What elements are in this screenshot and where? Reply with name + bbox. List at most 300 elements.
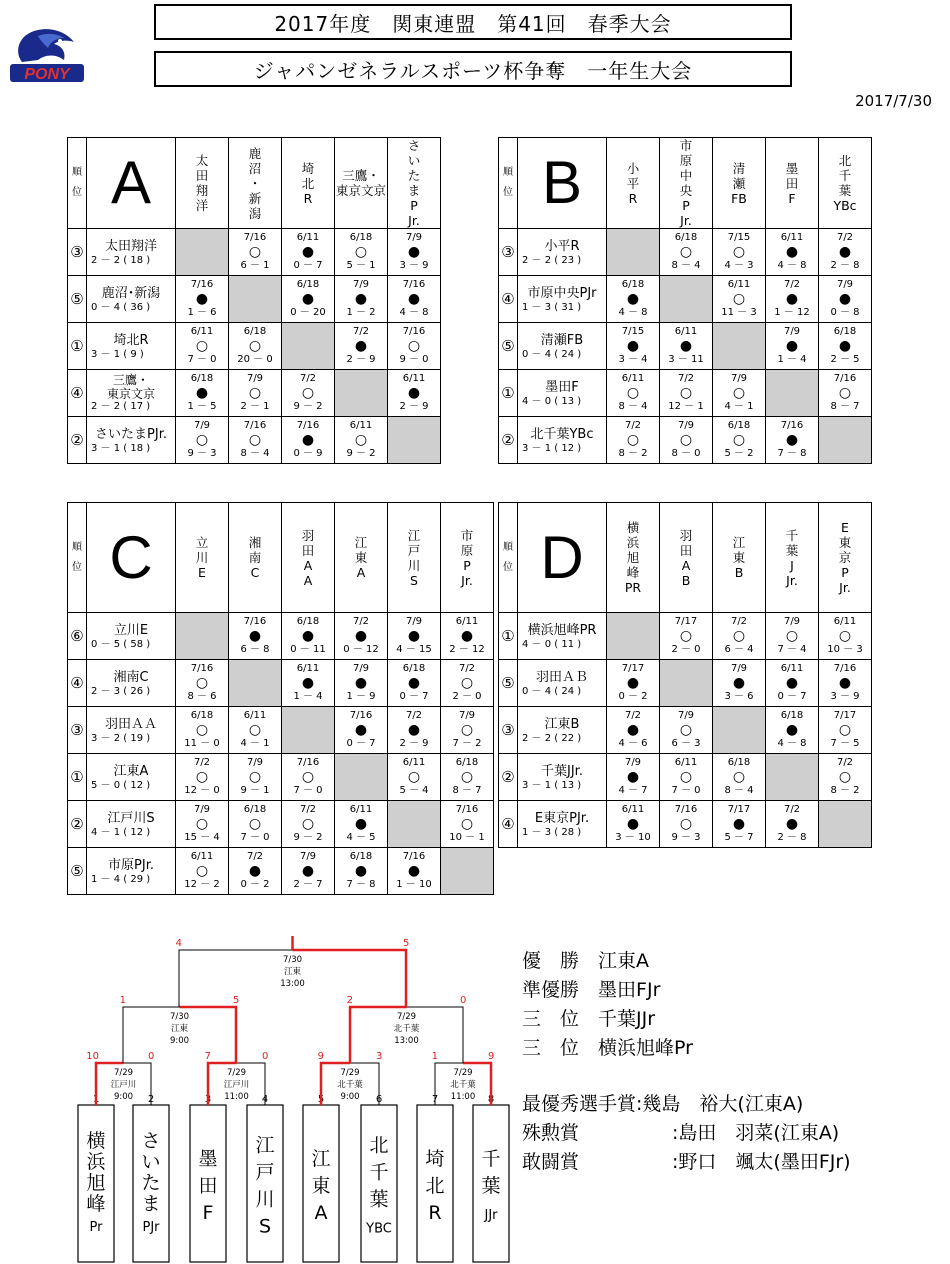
match-score: 2 － 9 xyxy=(346,354,376,365)
table-row xyxy=(68,417,441,464)
match-cell xyxy=(282,613,335,660)
team-cell xyxy=(87,848,176,895)
match-score: 8 － 6 xyxy=(187,691,217,702)
match-result-mark: ○ xyxy=(460,722,474,738)
team-cell xyxy=(87,229,176,276)
pony-logo xyxy=(4,22,90,88)
match-cell xyxy=(176,323,229,370)
match-date: 7/2 xyxy=(352,326,370,337)
match-date: 7/16 xyxy=(780,420,804,431)
match-score: 2 － 0 xyxy=(452,691,482,702)
team-column-header: 太 田 翔 洋 xyxy=(176,138,229,229)
match-result-mark: ○ xyxy=(195,675,209,691)
match-score: 4 － 8 xyxy=(618,307,648,318)
rank-value: ① xyxy=(68,754,87,801)
match-date: 6/18 xyxy=(674,232,698,243)
match-score: 4 － 5 xyxy=(346,832,376,843)
bracket-team-name: 北 xyxy=(425,1175,445,1197)
match-score: 2 － 7 xyxy=(293,879,323,890)
match-result-mark: ○ xyxy=(195,338,209,354)
match-result-mark: ● xyxy=(407,863,421,879)
team-cell xyxy=(87,370,176,417)
match-score: 5 － 4 xyxy=(399,785,429,796)
team-cell xyxy=(518,370,607,417)
award-label: 敢闘賞 xyxy=(522,1151,580,1173)
match-date: 7/9 xyxy=(352,279,370,290)
match-date: 7/9 xyxy=(405,232,423,243)
match-cell xyxy=(766,707,819,754)
team-column-header: 横 浜 旭 峰 PR xyxy=(607,503,660,613)
team-column-header: 市 原 P Jr. xyxy=(441,503,494,613)
match-score: 7 － 4 xyxy=(777,644,807,655)
match-date: 7/15 xyxy=(621,326,645,337)
match-date: 7/16 xyxy=(296,757,320,768)
bracket-seed: 3 xyxy=(204,1094,212,1105)
bracket-team-name: PJr xyxy=(142,1220,160,1235)
rank-value: ③ xyxy=(68,707,87,754)
match-score: 4 － 8 xyxy=(777,260,807,271)
award-value: :野口 颯太(墨田FJr) xyxy=(672,1151,851,1173)
match-result-mark: ○ xyxy=(195,816,209,832)
bracket-team-name: 田 xyxy=(198,1175,218,1197)
team-name: 小平R xyxy=(544,238,580,254)
match-date: 7/9 xyxy=(405,616,423,627)
team-cell xyxy=(87,801,176,848)
bracket-seed: 7 xyxy=(431,1094,439,1105)
self-match-cell xyxy=(819,801,872,848)
match-score: 9 － 2 xyxy=(293,832,323,843)
match-score: 7 － 2 xyxy=(452,738,482,749)
match-cell xyxy=(766,417,819,464)
match-score: 4 － 6 xyxy=(618,738,648,749)
match-date: 7/2 xyxy=(299,373,317,384)
match-result-mark: ○ xyxy=(248,338,262,354)
match-cell xyxy=(660,417,713,464)
match-result-mark: ○ xyxy=(838,385,852,401)
match-date: 6/18 xyxy=(455,757,479,768)
match-result-mark: ○ xyxy=(460,769,474,785)
match-result-mark: ○ xyxy=(460,816,474,832)
team-column-header: 小 平 R xyxy=(607,138,660,229)
match-cell xyxy=(819,323,872,370)
table-row xyxy=(68,754,494,801)
match-cell xyxy=(660,323,713,370)
match-date: 7/16 xyxy=(674,804,698,815)
match-date: 7/2 xyxy=(624,420,642,431)
match-date: 7/2 xyxy=(299,804,317,815)
team-cell xyxy=(87,707,176,754)
match-cell xyxy=(335,229,388,276)
match-cell xyxy=(819,707,872,754)
rank-value: ② xyxy=(68,417,87,464)
match-date: 7/9 xyxy=(783,616,801,627)
match-score: 4 － 7 xyxy=(618,785,648,796)
rank-value: ⑤ xyxy=(68,276,87,323)
team-column-header: 三鷹・ 東京文京 xyxy=(335,138,388,229)
match-cell xyxy=(335,417,388,464)
match-score: 7 － 0 xyxy=(240,832,270,843)
match-result-mark: ○ xyxy=(732,244,746,260)
match-date: 7/16 xyxy=(402,851,426,862)
match-date: 6/11 xyxy=(243,710,267,721)
bracket-seed: 8 xyxy=(487,1094,495,1105)
match-cell xyxy=(335,323,388,370)
match-score: 2 － 8 xyxy=(777,832,807,843)
match-result-mark: ● xyxy=(195,291,209,307)
match-date: 7/2 xyxy=(458,663,476,674)
bracket-seed: 2 xyxy=(147,1094,155,1105)
team-name: 三鷹・ 東京文京 xyxy=(106,373,155,401)
team-name: 江東A xyxy=(113,763,149,779)
rank-value: ⑥ xyxy=(68,613,87,660)
match-cell xyxy=(282,417,335,464)
match-result-mark: ● xyxy=(626,816,640,832)
match-result-mark: ○ xyxy=(248,432,262,448)
match-date: 7/2 xyxy=(193,757,211,768)
team-column-header: 埼 北 R xyxy=(282,138,335,229)
match-cell xyxy=(607,801,660,848)
bracket-team-name: 東 xyxy=(311,1175,331,1197)
match-date: 6/18 xyxy=(349,232,373,243)
team-column-header: 清 瀬 FB xyxy=(713,138,766,229)
team-cell xyxy=(518,229,607,276)
final-results xyxy=(522,947,693,1063)
match-score: 7 － 0 xyxy=(293,785,323,796)
match-cell xyxy=(176,707,229,754)
rank-value: ③ xyxy=(68,229,87,276)
team-cell xyxy=(518,801,607,848)
match-result-mark: ○ xyxy=(460,675,474,691)
match-score: 4 － 1 xyxy=(724,401,754,412)
self-match-cell xyxy=(660,276,713,323)
team-column-header: E 東 京 P Jr. xyxy=(819,503,872,613)
match-date: 7/17 xyxy=(833,710,857,721)
match-cell xyxy=(441,754,494,801)
self-match-cell xyxy=(229,660,282,707)
bracket-team-name: R xyxy=(428,1202,442,1224)
result-team: 千葉JJr xyxy=(598,1008,656,1030)
match-date: 6/11 xyxy=(349,420,373,431)
match-date: 6/11 xyxy=(402,373,426,384)
team-cell xyxy=(518,707,607,754)
match-cell xyxy=(229,754,282,801)
match-cell xyxy=(713,613,766,660)
league-table-c xyxy=(67,502,494,895)
result-third-1 xyxy=(522,1005,693,1034)
match-score: 15 － 4 xyxy=(184,832,220,843)
self-match-cell xyxy=(766,754,819,801)
team-column-header: 墨 田 F xyxy=(766,138,819,229)
bracket-score: 10 xyxy=(86,1051,99,1062)
bracket-match-info: 北千葉 xyxy=(337,1080,363,1090)
rank-value: ① xyxy=(499,613,518,660)
match-score: 9 － 3 xyxy=(187,448,217,459)
match-cell xyxy=(176,370,229,417)
match-cell xyxy=(229,707,282,754)
team-cell xyxy=(518,660,607,707)
bracket-match-info: 9:00 xyxy=(169,1036,190,1046)
match-date: 6/11 xyxy=(349,804,373,815)
match-date: 7/16 xyxy=(190,279,214,290)
match-date: 6/11 xyxy=(455,616,479,627)
team-record: 3 － 1 ( 12 ) xyxy=(522,442,582,454)
match-cell xyxy=(660,229,713,276)
bracket-seed: 1 xyxy=(92,1094,100,1105)
match-score: 3 － 9 xyxy=(830,691,860,702)
match-score: 3 － 4 xyxy=(618,354,648,365)
league-table-a xyxy=(67,137,441,464)
match-date: 7/16 xyxy=(243,616,267,627)
bracket-team-name: 峰 xyxy=(86,1193,106,1215)
match-result-mark: ○ xyxy=(732,291,746,307)
match-result-mark: ○ xyxy=(838,722,852,738)
rank-value: ③ xyxy=(499,229,518,276)
match-date: 6/18 xyxy=(727,757,751,768)
match-result-mark: ● xyxy=(785,338,799,354)
match-cell xyxy=(766,276,819,323)
bracket-match-info: 13:00 xyxy=(280,979,305,989)
bracket-team-name: YBC xyxy=(366,1221,392,1237)
team-name: 鹿沼･新潟 xyxy=(101,285,161,301)
match-result-mark: ● xyxy=(301,432,315,448)
match-score: 1 － 2 xyxy=(346,307,376,318)
match-cell xyxy=(713,660,766,707)
team-name: さいたまPJr. xyxy=(95,426,167,442)
bracket-team-name: 葉 xyxy=(481,1175,501,1197)
match-date: 7/16 xyxy=(402,279,426,290)
match-date: 6/11 xyxy=(674,326,698,337)
team-record: 4 － 1 ( 12 ) xyxy=(91,826,151,838)
match-cell xyxy=(176,417,229,464)
report-date: 2017/7/30 xyxy=(855,92,932,110)
bracket-team-name: い xyxy=(141,1151,161,1173)
match-date: 7/9 xyxy=(677,710,695,721)
match-date: 7/9 xyxy=(193,420,211,431)
match-date: 7/16 xyxy=(296,420,320,431)
page-title: 2017年度 関東連盟 第41回 春季大会 xyxy=(154,4,792,40)
table-row xyxy=(68,323,441,370)
bracket-match-info: 11:00 xyxy=(224,1092,249,1102)
bracket-team-name: A xyxy=(314,1202,328,1224)
match-cell xyxy=(607,276,660,323)
match-score: 8 － 7 xyxy=(830,401,860,412)
match-result-mark: ● xyxy=(679,338,693,354)
award-fighting-spirit xyxy=(522,1148,851,1177)
bracket-score: 0 xyxy=(262,1051,269,1062)
match-date: 7/17 xyxy=(621,663,645,674)
match-date: 7/17 xyxy=(674,616,698,627)
match-cell xyxy=(660,801,713,848)
match-date: 6/18 xyxy=(402,663,426,674)
match-date: 7/17 xyxy=(727,804,751,815)
bracket-score: 9 xyxy=(488,1051,495,1062)
match-result-mark: ● xyxy=(785,291,799,307)
match-cell xyxy=(713,276,766,323)
match-score: 2 － 9 xyxy=(399,401,429,412)
match-result-mark: ● xyxy=(838,338,852,354)
match-date: 7/2 xyxy=(677,373,695,384)
bracket-team-name: S xyxy=(258,1215,272,1238)
bracket-match-info: 9:00 xyxy=(340,1092,360,1102)
match-cell xyxy=(229,613,282,660)
result-label: 三 位 xyxy=(522,1008,580,1030)
award-value: :島田 羽菜(江東A) xyxy=(672,1122,840,1144)
match-result-mark: ● xyxy=(301,675,315,691)
match-score: 8 － 4 xyxy=(618,401,648,412)
match-date: 6/18 xyxy=(243,326,267,337)
match-score: 7 － 0 xyxy=(187,354,217,365)
match-cell xyxy=(660,613,713,660)
match-score: 6 － 8 xyxy=(240,644,270,655)
self-match-cell xyxy=(713,707,766,754)
league-letter: C xyxy=(87,503,176,613)
team-column-header: 立 川 E xyxy=(176,503,229,613)
bracket-score: 5 xyxy=(233,995,240,1006)
bracket-match-info: 7/29 xyxy=(340,1068,360,1078)
match-result-mark: ● xyxy=(838,675,852,691)
match-date: 7/2 xyxy=(352,616,370,627)
match-date: 7/2 xyxy=(246,851,264,862)
match-result-mark: ○ xyxy=(626,432,640,448)
league-letter: A xyxy=(87,138,176,229)
match-score: 4 － 1 xyxy=(240,738,270,749)
team-column-header: 江 東 A xyxy=(335,503,388,613)
bracket-team-name: た xyxy=(141,1172,161,1194)
match-result-mark: ○ xyxy=(785,628,799,644)
match-cell xyxy=(819,754,872,801)
match-score: 0 － 12 xyxy=(343,644,379,655)
match-score: 0 － 2 xyxy=(240,879,270,890)
result-runner-up xyxy=(522,976,693,1005)
match-result-mark: ● xyxy=(301,628,315,644)
match-score: 9 － 2 xyxy=(346,448,376,459)
match-score: 12 － 1 xyxy=(668,401,704,412)
team-cell xyxy=(87,417,176,464)
team-column-header: 北 千 葉 YBc xyxy=(819,138,872,229)
award-mvp xyxy=(522,1090,851,1119)
match-score: 0 － 7 xyxy=(346,738,376,749)
team-record: 3 － 1 ( 13 ) xyxy=(522,779,582,791)
table-row xyxy=(68,707,494,754)
match-date: 6/11 xyxy=(621,804,645,815)
match-score: 9 － 0 xyxy=(399,354,429,365)
team-name: 北千葉YBc xyxy=(530,426,594,442)
match-cell xyxy=(388,229,441,276)
match-cell xyxy=(766,229,819,276)
bracket-team-name: 横 xyxy=(86,1130,106,1152)
match-score: 9 － 1 xyxy=(240,785,270,796)
team-record: 0 － 5 ( 58 ) xyxy=(91,638,151,650)
match-date: 7/16 xyxy=(833,663,857,674)
match-result-mark: ○ xyxy=(248,816,262,832)
match-cell xyxy=(282,801,335,848)
match-cell xyxy=(388,707,441,754)
match-cell xyxy=(441,660,494,707)
rank-value: ④ xyxy=(499,801,518,848)
match-cell xyxy=(335,848,388,895)
match-date: 6/11 xyxy=(727,279,751,290)
team-record: 4 － 0 ( 13 ) xyxy=(522,395,582,407)
bracket-team-name: 千 xyxy=(369,1161,389,1184)
match-date: 6/11 xyxy=(833,616,857,627)
match-date: 7/2 xyxy=(836,232,854,243)
match-cell xyxy=(176,754,229,801)
match-result-mark: ● xyxy=(407,675,421,691)
match-result-mark: ○ xyxy=(626,385,640,401)
match-cell xyxy=(607,707,660,754)
rank-value: ④ xyxy=(499,276,518,323)
bracket-match-info: 7/29 xyxy=(113,1068,134,1078)
result-champion xyxy=(522,947,693,976)
bracket-team-box xyxy=(361,1105,397,1262)
match-cell xyxy=(713,229,766,276)
match-cell xyxy=(660,370,713,417)
team-column-header: さ い た ま P Jr. xyxy=(388,138,441,229)
match-result-mark: ● xyxy=(785,432,799,448)
self-match-cell xyxy=(176,613,229,660)
match-cell xyxy=(819,276,872,323)
team-name: 江戸川S xyxy=(107,810,155,826)
award-label: 最優秀選手賞 xyxy=(522,1093,637,1115)
match-cell xyxy=(229,323,282,370)
match-score: 10 － 3 xyxy=(827,644,863,655)
match-score: 7 － 8 xyxy=(346,879,376,890)
match-result-mark: ○ xyxy=(679,385,693,401)
match-score: 4 － 8 xyxy=(777,738,807,749)
player-awards xyxy=(522,1090,851,1177)
team-record: 0 － 4 ( 24 ) xyxy=(522,348,582,360)
match-date: 7/2 xyxy=(730,616,748,627)
bracket-match-info: 江戸川 xyxy=(223,1080,250,1090)
match-score: 11 － 0 xyxy=(184,738,220,749)
bracket-seed: 6 xyxy=(375,1094,383,1105)
table-row xyxy=(499,801,872,848)
match-cell xyxy=(819,613,872,660)
bracket-score: 9 xyxy=(317,1051,324,1062)
bracket-score: 0 xyxy=(460,995,467,1006)
team-name: 太田翔洋 xyxy=(104,238,157,254)
match-score: 2 － 5 xyxy=(830,354,860,365)
match-result-mark: ● xyxy=(248,863,262,879)
team-cell xyxy=(518,754,607,801)
team-cell xyxy=(518,323,607,370)
bracket-team-name: ま xyxy=(141,1193,161,1215)
match-result-mark: ● xyxy=(301,863,315,879)
match-date: 6/11 xyxy=(296,663,320,674)
match-result-mark: ● xyxy=(407,244,421,260)
team-record: 3 － 1 ( 18 ) xyxy=(91,442,151,454)
bracket-team-name: 江 xyxy=(311,1148,331,1170)
team-record: 0 － 4 ( 36 ) xyxy=(91,301,151,313)
team-record: 3 － 1 ( 9 ) xyxy=(91,348,144,360)
rank-header: 順 位 xyxy=(499,138,518,229)
self-match-cell xyxy=(335,370,388,417)
match-result-mark: ○ xyxy=(679,816,693,832)
match-date: 6/11 xyxy=(402,757,426,768)
match-score: 0 － 7 xyxy=(777,691,807,702)
result-label: 準優勝 xyxy=(522,979,580,1001)
match-date: 7/9 xyxy=(730,663,748,674)
match-score: 3 － 11 xyxy=(668,354,704,365)
result-label: 三 位 xyxy=(522,1037,580,1059)
rank-value: ④ xyxy=(68,370,87,417)
match-result-mark: ○ xyxy=(195,722,209,738)
match-result-mark: ● xyxy=(301,244,315,260)
bracket-team-name: JJr xyxy=(484,1208,498,1223)
match-result-mark: ● xyxy=(838,244,852,260)
team-name: 千葉JJr. xyxy=(541,763,583,779)
match-cell xyxy=(713,801,766,848)
